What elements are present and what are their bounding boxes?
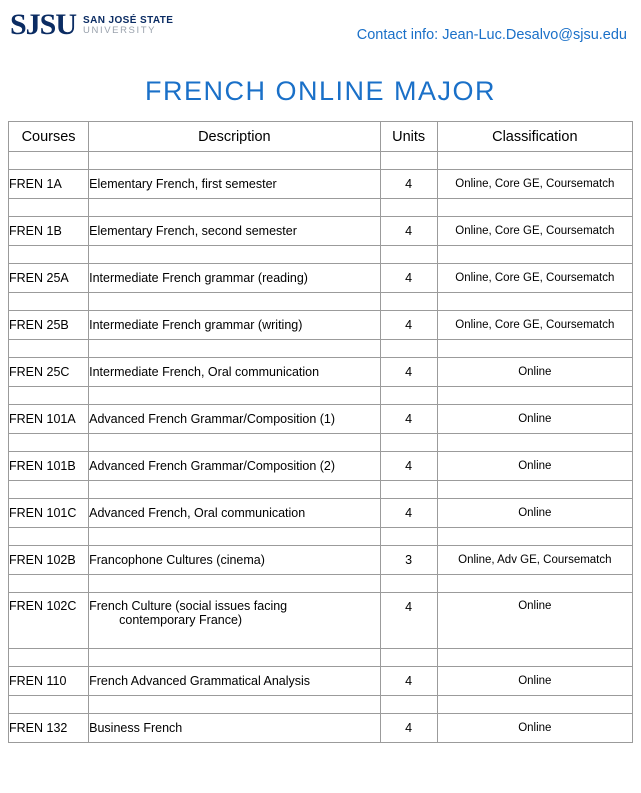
- cell-course: FREN 102C: [9, 593, 89, 649]
- cell-classification: Online, Core GE, Coursematch: [437, 264, 632, 293]
- table-spacer-row: [9, 340, 633, 358]
- cell-description: Intermediate French grammar (reading): [89, 264, 380, 293]
- cell-course: FREN 101C: [9, 499, 89, 528]
- logo-wordmark: [83, 14, 173, 36]
- course-table: [8, 121, 633, 743]
- table-row: [9, 667, 633, 696]
- cell-classification: Online: [437, 714, 632, 743]
- table-spacer-cell: [380, 481, 437, 499]
- cell-units: 4: [380, 170, 437, 199]
- cell-classification: Online, Adv GE, Coursematch: [437, 546, 632, 575]
- column-header-description: Description: [89, 122, 380, 152]
- cell-units: 4: [380, 311, 437, 340]
- description-line-2: contemporary France): [119, 613, 243, 627]
- cell-course: FREN 110: [9, 667, 89, 696]
- table-row: [9, 358, 633, 387]
- table-spacer-cell: [9, 293, 89, 311]
- table-spacer-cell: [89, 649, 380, 667]
- column-header-courses: Courses: [9, 122, 89, 152]
- cell-units: 3: [380, 546, 437, 575]
- table-row: [9, 264, 633, 293]
- logo-line-2: UNIVERSITY: [83, 25, 157, 37]
- cell-description: Elementary French, second semester: [89, 217, 380, 246]
- table-spacer-row: [9, 387, 633, 405]
- cell-course: FREN 101B: [9, 452, 89, 481]
- table-spacer-cell: [89, 340, 380, 358]
- sjsu-logo: [10, 10, 173, 40]
- cell-units: 4: [380, 217, 437, 246]
- table-spacer-cell: [437, 528, 632, 546]
- page-header: [0, 0, 641, 62]
- table-spacer-cell: [89, 387, 380, 405]
- table-spacer-cell: [9, 481, 89, 499]
- table-spacer-cell: [9, 199, 89, 217]
- cell-classification: Online: [437, 405, 632, 434]
- table-spacer-cell: [437, 246, 632, 264]
- cell-units: 4: [380, 593, 437, 649]
- column-header-units: Units: [380, 122, 437, 152]
- table-spacer-row: [9, 528, 633, 546]
- table-spacer-cell: [380, 575, 437, 593]
- logo-line-1: SAN JOSÉ STATE: [83, 14, 174, 26]
- table-spacer-cell: [9, 575, 89, 593]
- contact-info[interactable]: Contact info: Jean-Luc.Desalvo@sjsu.edu: [356, 27, 627, 43]
- table-spacer-cell: [89, 696, 380, 714]
- table-spacer-cell: [437, 387, 632, 405]
- table-spacer-cell: [380, 199, 437, 217]
- cell-classification: Online: [437, 499, 632, 528]
- cell-classification: Online, Core GE, Coursematch: [437, 311, 632, 340]
- cell-units: 4: [380, 358, 437, 387]
- table-row: [9, 714, 633, 743]
- cell-units: 4: [380, 405, 437, 434]
- table-row: [9, 217, 633, 246]
- course-table-container: [0, 121, 641, 743]
- cell-description: [89, 593, 380, 649]
- table-spacer-cell: [437, 293, 632, 311]
- cell-course: FREN 1A: [9, 170, 89, 199]
- cell-units: 4: [380, 452, 437, 481]
- table-spacer-cell: [380, 649, 437, 667]
- cell-description: Business French: [89, 714, 380, 743]
- cell-course: FREN 25C: [9, 358, 89, 387]
- column-header-classification: Classification: [437, 122, 632, 152]
- cell-course: FREN 25A: [9, 264, 89, 293]
- table-spacer-cell: [380, 696, 437, 714]
- table-header: [9, 122, 633, 152]
- table-spacer-cell: [380, 152, 437, 170]
- table-spacer-cell: [437, 575, 632, 593]
- table-spacer-cell: [437, 152, 632, 170]
- table-spacer-cell: [9, 246, 89, 264]
- table-row: [9, 405, 633, 434]
- table-spacer-cell: [9, 528, 89, 546]
- table-spacer-row: [9, 293, 633, 311]
- cell-units: 4: [380, 667, 437, 696]
- cell-course: FREN 101A: [9, 405, 89, 434]
- cell-classification: Online, Core GE, Coursematch: [437, 170, 632, 199]
- table-spacer-row: [9, 152, 633, 170]
- table-spacer-cell: [9, 649, 89, 667]
- cell-description: Advanced French Grammar/Composition (1): [89, 405, 380, 434]
- table-spacer-cell: [89, 528, 380, 546]
- cell-classification: Online: [437, 358, 632, 387]
- cell-description: Intermediate French, Oral communication: [89, 358, 380, 387]
- table-spacer-row: [9, 481, 633, 499]
- cell-course: FREN 102B: [9, 546, 89, 575]
- table-spacer-cell: [89, 481, 380, 499]
- table-row: [9, 311, 633, 340]
- logo-mark: SJSU: [10, 8, 77, 41]
- table-spacer-row: [9, 199, 633, 217]
- table-body: [9, 152, 633, 743]
- cell-description: Intermediate French grammar (writing): [89, 311, 380, 340]
- table-spacer-row: [9, 696, 633, 714]
- table-spacer-cell: [380, 340, 437, 358]
- table-spacer-cell: [380, 434, 437, 452]
- cell-classification: Online: [437, 593, 632, 649]
- table-spacer-cell: [9, 387, 89, 405]
- cell-description: Advanced French, Oral communication: [89, 499, 380, 528]
- table-spacer-cell: [380, 528, 437, 546]
- table-spacer-cell: [380, 293, 437, 311]
- table-spacer-cell: [9, 340, 89, 358]
- table-spacer-row: [9, 575, 633, 593]
- table-spacer-cell: [89, 199, 380, 217]
- cell-course: FREN 132: [9, 714, 89, 743]
- table-row: [9, 170, 633, 199]
- table-spacer-cell: [9, 434, 89, 452]
- table-spacer-cell: [9, 152, 89, 170]
- table-spacer-cell: [437, 434, 632, 452]
- description-line-1: French Culture (social issues facing: [89, 599, 288, 613]
- cell-units: 4: [380, 264, 437, 293]
- cell-classification: Online: [437, 667, 632, 696]
- cell-description: French Advanced Grammatical Analysis: [89, 667, 380, 696]
- cell-course: FREN 25B: [9, 311, 89, 340]
- table-spacer-cell: [89, 434, 380, 452]
- table-spacer-cell: [380, 246, 437, 264]
- table-row: [9, 499, 633, 528]
- table-row: [9, 452, 633, 481]
- table-spacer-cell: [89, 152, 380, 170]
- page-title: FRENCH ONLINE MAJOR: [144, 76, 497, 106]
- table-spacer-cell: [89, 293, 380, 311]
- cell-description: Francophone Cultures (cinema): [89, 546, 380, 575]
- table-spacer-cell: [437, 481, 632, 499]
- table-spacer-row: [9, 434, 633, 452]
- cell-description: Advanced French Grammar/Composition (2): [89, 452, 380, 481]
- cell-classification: Online, Core GE, Coursematch: [437, 217, 632, 246]
- table-row: [9, 593, 633, 649]
- table-spacer-cell: [437, 199, 632, 217]
- table-row: [9, 546, 633, 575]
- table-spacer-row: [9, 649, 633, 667]
- cell-classification: Online: [437, 452, 632, 481]
- table-spacer-cell: [89, 575, 380, 593]
- table-spacer-cell: [380, 387, 437, 405]
- cell-units: 4: [380, 499, 437, 528]
- table-spacer-cell: [437, 649, 632, 667]
- table-spacer-cell: [437, 696, 632, 714]
- table-spacer-cell: [437, 340, 632, 358]
- table-spacer-cell: [89, 246, 380, 264]
- table-spacer-cell: [9, 696, 89, 714]
- table-spacer-row: [9, 246, 633, 264]
- cell-description: Elementary French, first semester: [89, 170, 380, 199]
- cell-units: 4: [380, 714, 437, 743]
- cell-course: FREN 1B: [9, 217, 89, 246]
